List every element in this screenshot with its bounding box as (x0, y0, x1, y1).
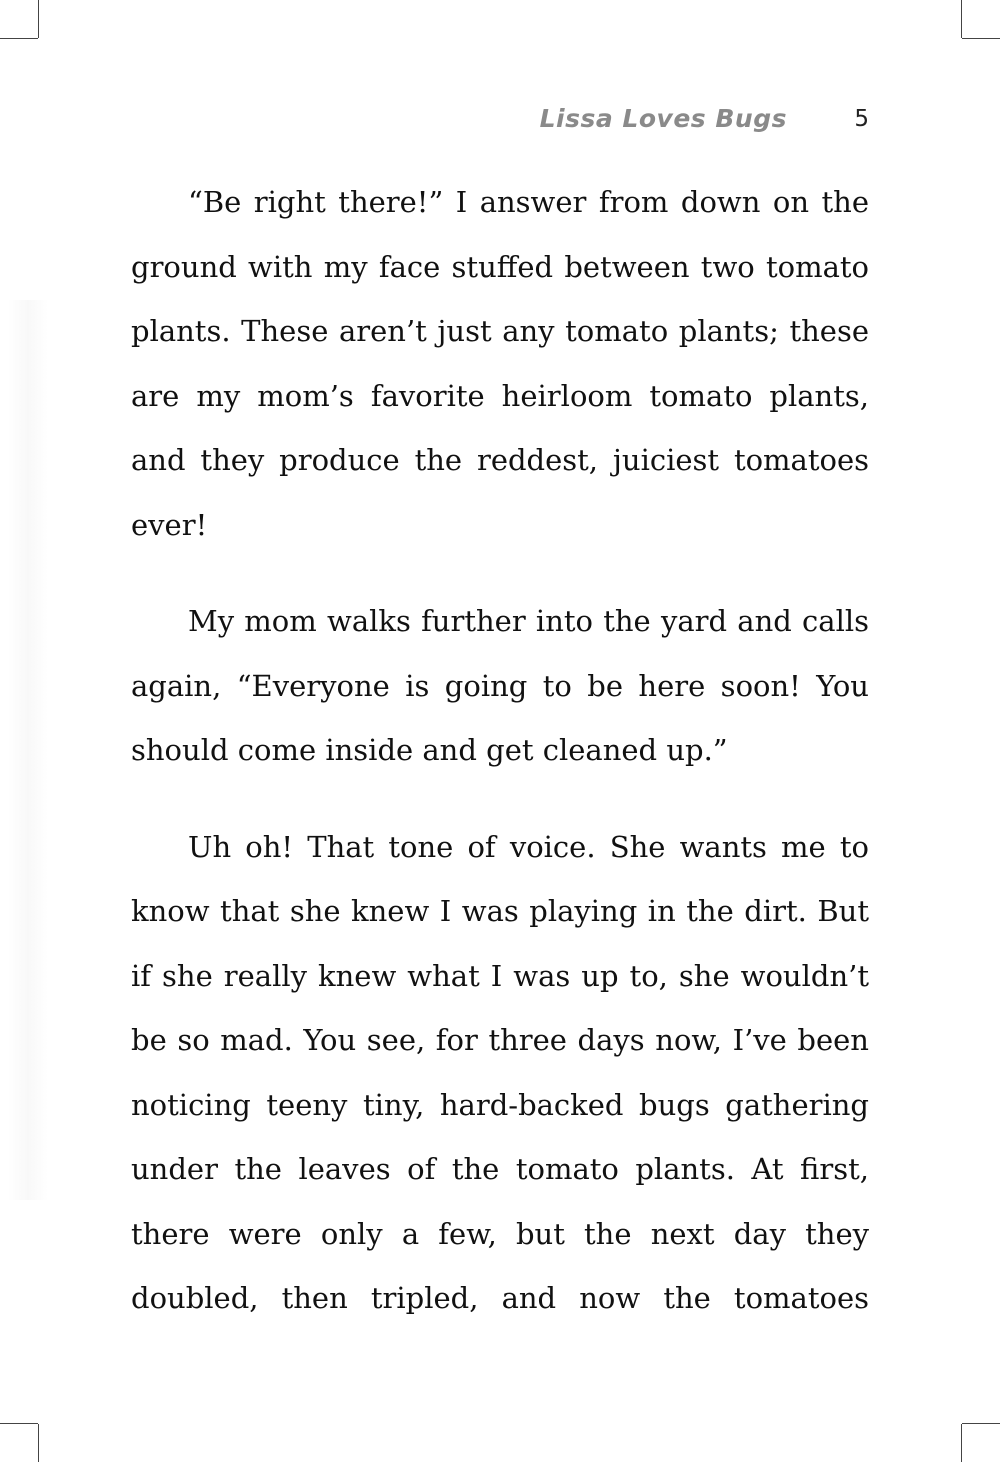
scan-artifact (8, 300, 48, 1200)
page-number: 5 (854, 106, 869, 132)
paragraph-3: Uh oh! That tone of voice. She wants me to know that she knew I was playing in the dirt. But if she really knew what I was up to, she wouldn’t be so mad. You see, for three days now, I’ve been noticing teeny tiny, hard-backed bugs gathering under the leaves of the tomato plants. At first, there were only a few, but the next day they doubled, then tripled, and now the tomatoes (131, 829, 869, 1315)
crop-mark-bottom-right-horizontal (962, 1423, 1000, 1424)
paragraph-1: “Be right there!” I answer from down on the ground with my face stuffed between two tomato plants. These aren’t just any tomato plants; these are my mom’s favorite heirloom tomato plants, and they produce the reddest, juiciest tomatoes ever! (131, 185, 869, 542)
crop-mark-top-right-horizontal (962, 38, 1000, 39)
book-title: Lissa Loves Bugs (539, 104, 787, 133)
running-head (0, 104, 1000, 144)
crop-mark-bottom-left-vertical (38, 1424, 39, 1462)
crop-mark-top-left-vertical (38, 0, 39, 38)
crop-mark-bottom-right-vertical (961, 1424, 962, 1462)
crop-mark-top-right-vertical (961, 0, 962, 38)
body-text (131, 170, 869, 1331)
crop-mark-bottom-left-horizontal (0, 1423, 38, 1424)
crop-mark-top-left-horizontal (0, 38, 38, 39)
paragraph-2: My mom walks further into the yard and calls again, “Everyone is going to be here soon! You should come inside and get cleaned up.” (131, 604, 869, 767)
